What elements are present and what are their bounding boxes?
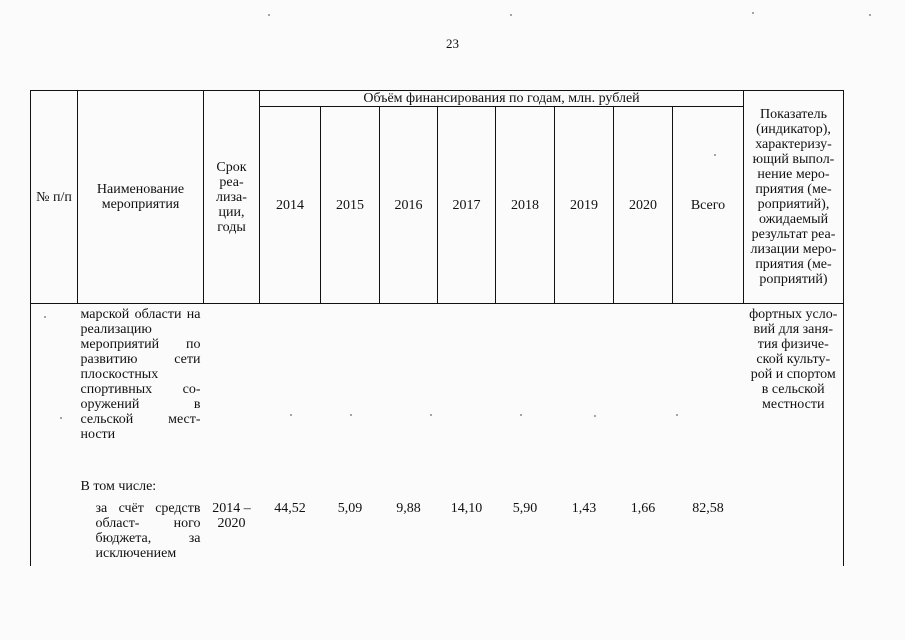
header-year: 2019 <box>555 107 614 304</box>
header-year: 2020 <box>614 107 673 304</box>
header-total: Всего <box>673 107 744 304</box>
header-term: Срок реа- лиза- ции, годы <box>204 91 260 304</box>
page-number: 23 <box>446 36 459 51</box>
subheading-cell: В том числе: <box>80 478 157 494</box>
header-year: 2017 <box>438 107 496 304</box>
value-cell: 1,66 <box>630 500 656 516</box>
header-year: 2018 <box>496 107 555 304</box>
header-year: 2014 <box>260 107 321 304</box>
header-number: № п/п <box>31 91 78 304</box>
value-cell: 5,09 <box>337 500 363 516</box>
table-row <box>31 496 844 566</box>
scan-speck <box>268 14 270 16</box>
financing-table <box>30 90 844 566</box>
header-event-name: Наименование мероприятия <box>78 91 204 304</box>
scan-speck <box>510 14 512 16</box>
value-cell: 44,52 <box>274 500 306 516</box>
indicator-cell: фортных усло- вий для заня- тия физиче- ской культу- рой и спортом в сельской местности <box>744 304 844 474</box>
event-name-cell: за счёт средств област- ного бюджета, за исключением <box>95 500 201 561</box>
value-cell: 5,90 <box>512 500 538 516</box>
value-cell: 1,43 <box>571 500 597 516</box>
header-year: 2015 <box>321 107 380 304</box>
value-cell: 14,10 <box>450 500 483 516</box>
value-cell: 9,88 <box>396 500 421 516</box>
table-row <box>31 474 844 496</box>
term-cell: 2014 – 2020 <box>212 500 251 531</box>
header-financing-title: Объём финансирования по годам, млн. рублей <box>260 91 744 107</box>
scan-speck <box>869 14 871 16</box>
total-cell: 82,58 <box>692 500 724 516</box>
header-year: 2016 <box>380 107 438 304</box>
scan-speck <box>752 12 754 14</box>
header-indicator: Показатель (индикатор), характеризу- ющий выпол- нение меро- приятия (ме- роприятий), ожидаемый результат реа- лизации меро- приятия (ме- роприятий) <box>744 91 844 304</box>
event-name-cell: марской области на реализацию мероприятий по развитию сети плоскостных спортивных со- оружений в сельской мест- ности <box>80 307 201 442</box>
table-row <box>31 304 844 474</box>
